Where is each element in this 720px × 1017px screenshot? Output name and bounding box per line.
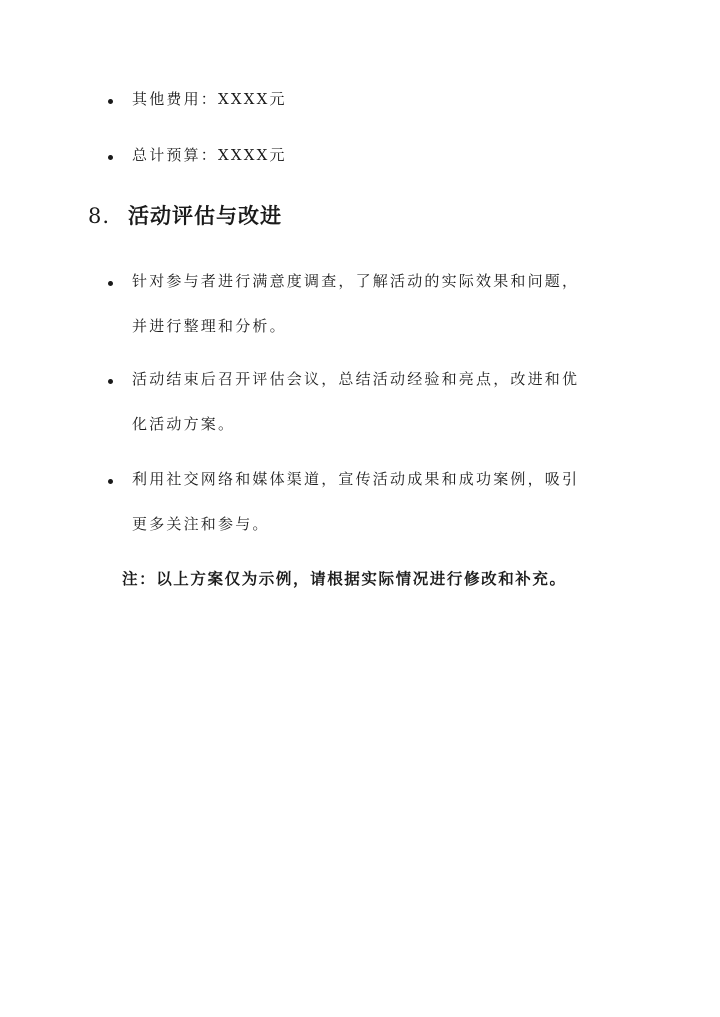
closing-note: 注：以上方案仅为示例，请根据实际情况进行修改和补充。 bbox=[122, 569, 567, 588]
section-title: 活动评估与改进 bbox=[128, 203, 282, 228]
list-item-line: 针对参与者进行满意度调查，了解活动的实际效果和问题， bbox=[132, 272, 580, 290]
bullet-dot bbox=[108, 379, 113, 384]
budget-item-text: 总计预算：XXXX元 bbox=[132, 146, 287, 164]
budget-item-text: 其他费用：XXXX元 bbox=[132, 90, 287, 108]
section-number: 8. bbox=[88, 204, 111, 228]
list-item-line: 活动结束后召开评估会议，总结活动经验和亮点，改进和优 bbox=[132, 370, 580, 388]
list-item-line: 利用社交网络和媒体渠道，宣传活动成果和成功案例，吸引 bbox=[132, 470, 580, 488]
list-item-line: 化活动方案。 bbox=[132, 415, 236, 433]
list-item-line: 更多关注和参与。 bbox=[132, 515, 270, 533]
bullet-dot bbox=[108, 99, 113, 104]
bullet-dot bbox=[108, 281, 113, 286]
section-heading bbox=[88, 200, 282, 230]
bullet-dot bbox=[108, 155, 113, 160]
list-item-line: 并进行整理和分析。 bbox=[132, 317, 287, 335]
bullet-dot bbox=[108, 479, 113, 484]
